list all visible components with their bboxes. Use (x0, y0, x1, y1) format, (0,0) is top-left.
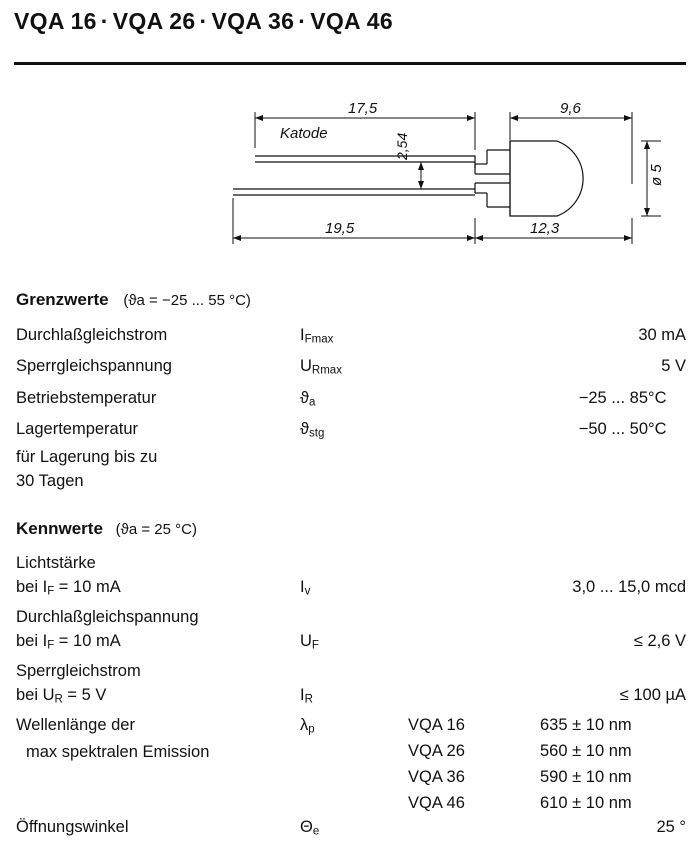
limit-row-value-reverse-voltage: 5 V (661, 357, 686, 375)
symbol-base: I (300, 578, 305, 596)
char-value-luminous-intensity: 3,0 ... 15,0 mcd (572, 578, 686, 596)
wavelength-tolerance: ± 10 nm (572, 742, 632, 760)
symbol-subscript: R (304, 693, 313, 706)
char-value-viewing-angle: 25 ° (656, 818, 686, 836)
cond-base: bei U (16, 686, 55, 704)
char-symbol-reverse-current (300, 686, 313, 706)
type-name-2: VQA 26 (112, 8, 196, 34)
dimension-top-left: 17,5 (348, 100, 378, 117)
wavelength-value-3 (540, 768, 632, 787)
char-label-reverse-current-line1: Sperrgleichstrom (16, 662, 141, 680)
wavelength-tolerance: ± 10 nm (572, 794, 632, 812)
char-symbol-luminous-intensity (300, 578, 310, 598)
wavelength-number: 590 (540, 768, 568, 786)
storage-note-line2: 30 Tagen (16, 472, 84, 490)
dimension-diameter: ø 5 (648, 164, 665, 186)
page-title (14, 8, 393, 35)
symbol-base: λ (300, 716, 309, 734)
char-label-wavelength-line2: max spektralen Emission (26, 743, 210, 761)
wavelength-number: 610 (540, 794, 568, 812)
wavelength-type-4: VQA 46 (408, 794, 465, 812)
dimension-bottom-left: 19,5 (325, 220, 355, 237)
dimension-bottom-right: 12,3 (530, 220, 560, 237)
cond-tail: = 10 mA (54, 578, 121, 596)
storage-note-line1: für Lagerung bis zu (16, 448, 158, 466)
limit-row-symbol-operating-temp (300, 389, 315, 409)
cond-tail: = 5 V (62, 686, 107, 704)
char-symbol-forward-voltage (300, 632, 319, 652)
limit-row-symbol-storage-temp (300, 420, 324, 440)
type-name-3: VQA 36 (211, 8, 295, 34)
cond-base: bei I (16, 578, 48, 596)
symbol-subscript: e (312, 825, 320, 838)
cond-base: bei I (16, 632, 48, 650)
characteristics-heading (16, 519, 197, 539)
symbol-subscript: F (311, 639, 319, 652)
dimension-lead-spacing: 2,54 (394, 132, 410, 160)
limit-row-number-storage-temp: −50 ... 50 (578, 420, 648, 438)
limits-heading-text: Grenzwerte (16, 290, 109, 309)
title-divider (14, 62, 686, 65)
wavelength-value-4 (540, 794, 632, 813)
limit-row-symbol-forward-current (300, 326, 333, 346)
limits-heading (16, 290, 251, 310)
wavelength-number: 635 (540, 716, 568, 734)
limit-row-number-operating-temp: −25 ... 85 (578, 389, 648, 407)
wavelength-type-1: VQA 16 (408, 716, 465, 734)
limit-row-unit-storage-temp: °C (648, 420, 667, 438)
symbol-subscript: p (308, 723, 315, 736)
char-label-forward-voltage-line1: Durchlaßgleichspannung (16, 608, 199, 626)
wavelength-value-2 (540, 742, 632, 761)
limit-row-value-forward-current: 30 mA (638, 326, 686, 344)
symbol-subscript: Fmax (304, 333, 334, 346)
char-label-viewing-angle: Öffnungswinkel (16, 818, 129, 836)
wavelength-type-3: VQA 36 (408, 768, 465, 786)
symbol-base: U (300, 632, 312, 650)
symbol-subscript: v (304, 585, 311, 598)
char-label-luminous-intensity-line1: Lichtstärke (16, 554, 96, 572)
package-outline-drawing (225, 88, 675, 263)
limit-row-label-storage-temp: Lagertemperatur (16, 420, 138, 438)
type-name-4: VQA 46 (310, 8, 393, 34)
char-label-luminous-intensity-line2 (16, 578, 121, 598)
symbol-base: I (300, 326, 305, 344)
wavelength-value-1 (540, 716, 632, 735)
limit-row-unit-operating-temp: °C (648, 389, 667, 407)
symbol-base: ϑ (300, 420, 310, 438)
limit-row-symbol-reverse-voltage (300, 357, 342, 377)
char-symbol-viewing-angle (300, 818, 319, 838)
symbol-subscript: stg (309, 427, 325, 440)
symbol-base: U (300, 357, 312, 375)
title-separator-3: · (298, 8, 307, 34)
symbol-base: ϑ (300, 389, 310, 407)
limit-row-label-reverse-voltage: Sperrgleichspannung (16, 357, 172, 375)
wavelength-tolerance: ± 10 nm (572, 768, 632, 786)
cond-subscript: F (47, 639, 55, 652)
limits-condition: (ϑa = −25 ... 55 °C) (123, 292, 251, 309)
symbol-base: Θ (300, 818, 313, 836)
char-label-forward-voltage-line2 (16, 632, 121, 652)
symbol-base: I (300, 686, 305, 704)
wavelength-number: 560 (540, 742, 568, 760)
symbol-subscript: a (309, 396, 316, 409)
type-name-1: VQA 16 (14, 8, 97, 34)
dimension-top-right: 9,6 (560, 100, 581, 117)
char-label-wavelength-line1: Wellenlänge der (16, 716, 135, 734)
title-separator-2: · (199, 8, 208, 34)
symbol-subscript: Rmax (311, 364, 342, 377)
characteristics-heading-text: Kennwerte (16, 519, 103, 538)
characteristics-condition: (ϑa = 25 °C) (115, 521, 197, 538)
char-value-forward-voltage: ≤ 2,6 V (633, 632, 686, 650)
limit-row-label-operating-temp: Betriebstemperatur (16, 389, 157, 407)
cathode-label: Katode (280, 125, 328, 142)
title-separator-1: · (100, 8, 109, 34)
limit-row-label-forward-current: Durchlaßgleichstrom (16, 326, 168, 344)
char-value-reverse-current: ≤ 100 µA (619, 686, 686, 704)
wavelength-tolerance: ± 10 nm (572, 716, 632, 734)
char-label-reverse-current-line2 (16, 686, 106, 706)
cond-tail: = 10 mA (54, 632, 121, 650)
cond-subscript: R (54, 693, 63, 706)
wavelength-type-2: VQA 26 (408, 742, 465, 760)
char-symbol-wavelength (300, 716, 315, 736)
cond-subscript: F (47, 585, 55, 598)
